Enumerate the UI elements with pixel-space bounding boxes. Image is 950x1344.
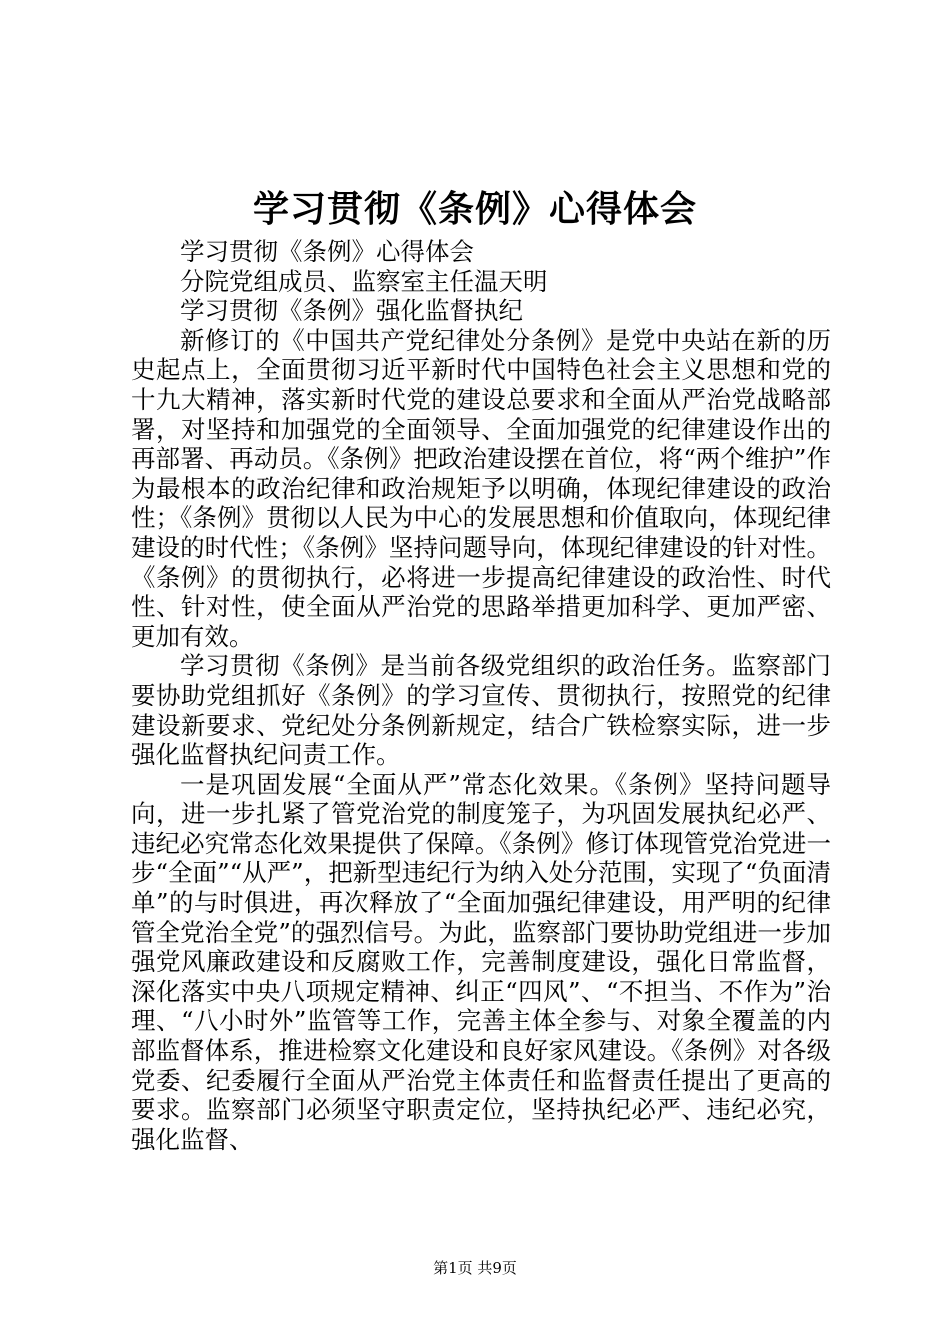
- body-paragraph: 新修订的《中国共产党纪律处分条例》是党中央站在新的历史起点上，全面贯彻习近平新时代中国特色社会主义思想和党的十九大精神，落实新时代党的建设总要求和全面从严治党战略部署，对坚持和加强党的全面领导、全面加强党的纪律建设作出的再部署、再动员。《条例》把政治建设摆在首位，将“两个维护”作为最根本的政治纪律和政治规矩予以明确，体现纪律建设的政治性；《条例》贯彻以人民为中心的发展思想和价值取向，体现纪律建设的时代性；《条例》坚持问题导向，体现纪律建设的针对性。《条例》的贯彻执行，必将进一步提高纪律建设的政治性、时代性、针对性，使全面从严治党的思路举措更加科学、更加严密、更加有效。: [131, 325, 831, 651]
- author-paragraph: 分院党组成员、监察室主任温天明: [180, 266, 548, 296]
- body-paragraph: 学习贯彻《条例》是当前各级党组织的政治任务。监察部门要协助党组抓好《条例》的学习宣传、贯彻执行，按照党的纪律建设新要求、党纪处分条例新规定，结合广铁检察实际，进一步强化监督执纪问责工作。: [131, 651, 831, 770]
- document-title: 学习贯彻《条例》心得体会: [252, 189, 697, 230]
- page-footer: 第1页 共9页: [433, 1259, 517, 1277]
- document-body: [131, 237, 831, 1154]
- subtitle-paragraph: 学习贯彻《条例》心得体会: [180, 237, 474, 266]
- section-heading-paragraph: 学习贯彻《条例》强化监督执纪: [180, 296, 523, 326]
- body-paragraph: 一是巩固发展“全面从严”常态化效果。《条例》坚持问题导向，进一步扎紧了管党治党的制度笼子，为巩固发展执纪必严、违纪必究常态化效果提供了保障。《条例》修订体现管党治党进一步“全面”“从严”，把新型违纪行为纳入处分范围，实现了“负面清单”的与时俱进，再次释放了“全面加强纪律建设，用严明的纪律管全党治全党”的强烈信号。为此，监察部门要协助党组进一步加强党风廉政建设和反腐败工作，完善制度建设，强化日常监督，深化落实中央八项规定精神、纠正“四风”、“不担当、不作为”治理、“八小时外”监管等工作，完善主体全参与、对象全覆盖的内部监督体系，推进检察文化建设和良好家风建设。《条例》对各级党委、纪委履行全面从严治党主体责任和监督责任提出了更高的要求。监察部门必须坚守职责定位，坚持执纪必严、违纪必究，强化监督、: [131, 769, 831, 1154]
